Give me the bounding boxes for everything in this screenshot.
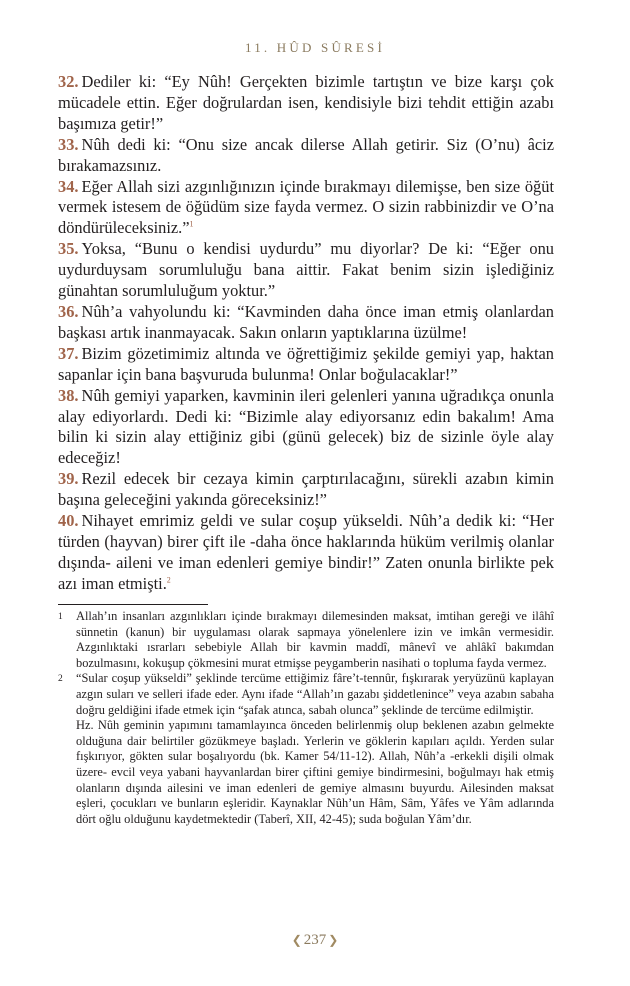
footnote-ref[interactable]: 2 [166, 575, 171, 585]
verse-body: Nûh’a vahyolundu ki: “Kavminden daha önce iman etmiş olanlardan başkası artık inanmayacak. Sakın onların yaptıklarına üzülme! [58, 301, 554, 342]
footnote-number: 1 [58, 612, 63, 622]
page-number [0, 932, 630, 949]
page-number-value: 237 [303, 932, 327, 948]
verse-32 [58, 72, 554, 135]
ornament-left-icon: ❮ [291, 933, 302, 947]
verse-number: 32. [58, 72, 79, 91]
verse-body: Nûh dedi ki: “Onu size ancak dilerse Allah getirir. Siz (O’nu) âciz bırakamazsınız. [58, 134, 554, 175]
footnote-body [76, 609, 554, 671]
verse-35 [58, 239, 554, 302]
ornament-right-icon: ❯ [328, 933, 339, 947]
footnote-paragraph: Hz. Nûh geminin yapımını tamamlayınca önceden belirlenmiş olup beklenen azabın gelmekte olduğuna dair belirtiler gözükmeye başladı. Yerlerin ve göklerin kapıları açıldı. Yerden sular fışkırıyor, gökten sular boşalıyordu (bk. Kamer 54/11-12). Allah, Nûh’a -erkekli dişili olmak üzere- evcil veya yabani hayvanlardan birer çiftini gemiye bindirmesini, boğulmayı hak etmiş olanların dışında ailesini ve iman edenleri de gemiye almasını buyurdu. Ailesinden maksat eşleri, çocukları ve bunların eşleridir. Kaynaklar Nûh’un Hâm, Sâm, Yâfes ve Yâm adlarında dört oğlu olduğunu kaydetmektedir (Taberî, XII, 42-45); suda boğulan Yâm’dır. [76, 718, 554, 826]
footnote-divider [58, 604, 208, 605]
verse-38 [58, 386, 554, 470]
verse-number: 37. [58, 343, 79, 363]
verse-number: 35. [58, 239, 79, 259]
footnote-paragraph: “Sular coşup yükseldi” şeklinde tercüme ettiğimiz fâre’t-tennûr, fışkırarak yeryüzünü kaplayan azgın suları ve selleri ifade eder. Aynı ifade “Allah’ın gazabı şiddetlenince” veya azabın sabaha doğru geldiğini ifade etmek için “şafak atınca, sabah olunca” şeklinde de tercüme edilmiştir. [76, 671, 554, 717]
footnote-1 [58, 609, 554, 671]
footnote-paragraph: Allah’ın insanları azgınlıkları içinde bırakmayı dilemesinden maksat, imtihan gereği ve ilâhî sünnetin (kanun) bir uygulaması olarak sapmaya yönelenlere izin ve imkân vermesidir. Azgınlıktaki ısrarları sebebiyle Allah bir kavmin maddî, mânevî ve ahlâkî bakımdan bozulmasını, kokuşup çökmesini murat etmişse peygamberin nasihati o topluma fayda vermez. [76, 609, 554, 670]
verse-40 [58, 511, 554, 595]
footnote-number: 2 [58, 674, 63, 685]
verse-body: Nihayet emrimiz geldi ve sular coşup yükseldi. Nûh’a dedik ki: “Her türden (hayvan) birer çift ile -daha önce haklarında hüküm verilmiş olanlar dışında- aileni ve iman edenleri gemiye bindir!” Zaten onunla birlikte pek azı iman etmişti. [58, 511, 554, 593]
verse-body: Dediler ki: “Ey Nûh! Gerçekten bizimle tartıştın ve bize karşı çok mücadele ettin. Eğer doğrulardan isen, kendisiyle bizi tehdit ettiğin azabı başımıza getir!” [58, 72, 554, 133]
verse-34 [58, 177, 554, 240]
verse-number: 38. [58, 385, 79, 405]
verse-body: Eğer Allah sizi azgınlığınızın içinde bırakmayı dilemişse, ben size öğüt vermek istesem de öğüdüm size fayda vermez. O sizin rabbinizdir ve O’na döndürüleceksiniz.” [58, 176, 554, 238]
verse-body: Nûh gemiyi yaparken, kavminin ileri gelenleri yanına uğradıkça onunla alay ediyorlardı. Dedi ki: “Bizimle alay ediyorsanız edin bakalım! Ama bilin ki sizin alay ettiğiniz gibi (günü gelecek) biz de sizinle öyle alay edeceğiz! [58, 385, 554, 468]
footnote-2 [58, 671, 554, 827]
running-head: 11. HÛD SÛRESİ [244, 40, 386, 55]
verse-39 [58, 469, 554, 511]
verse-text [58, 72, 554, 595]
footnotes [58, 609, 554, 827]
verse-number: 33. [58, 134, 79, 154]
verse-37 [58, 344, 554, 386]
footnote-body [76, 671, 554, 827]
footnote-ref[interactable]: 1 [189, 219, 194, 229]
verse-number: 36. [58, 301, 79, 321]
verse-number: 39. [58, 469, 79, 489]
verse-body: Bizim gözetimimiz altında ve öğrettiğimiz şekilde gemiyi yap, haktan sapanlar için bana başvuruda bulunma! Onlar boğulacaklar!” [58, 343, 554, 384]
verse-number: 40. [58, 511, 79, 531]
verse-36 [58, 302, 554, 344]
verse-body: Rezil edecek bir cezaya kimin çarptırılacağını, sürekli azabın kimin başına geleceğini yakında göreceksiniz!” [58, 469, 554, 510]
verse-33 [58, 135, 554, 177]
verse-number: 34. [58, 176, 79, 196]
verse-body: Yoksa, “Bunu o kendisi uydurdu” mu diyorlar? De ki: “Eğer onu uydurduysam sorumluluğu bana aittir. Fakat benim sizin işlediğiniz günahtan sorumluluğum yoktur.” [58, 239, 554, 301]
